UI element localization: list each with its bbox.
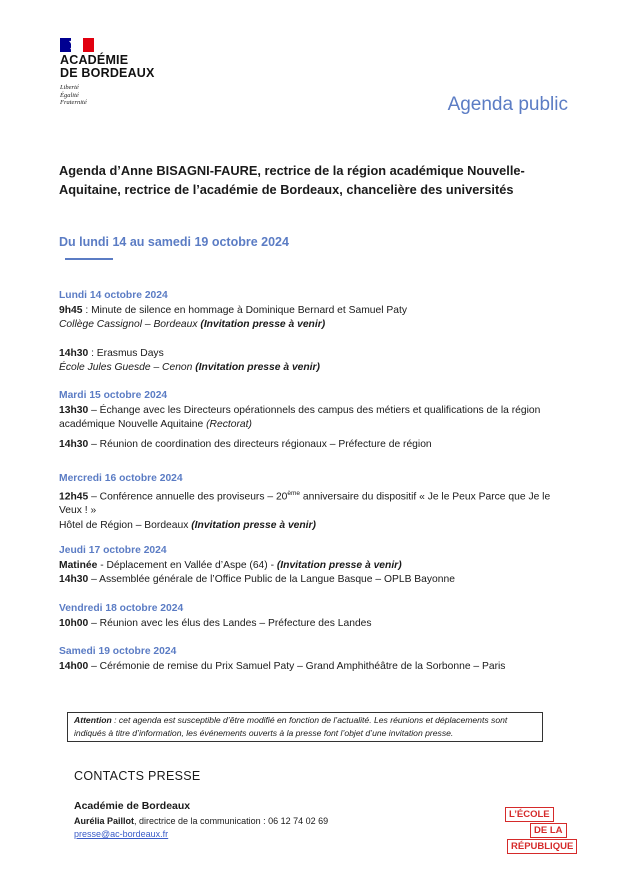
press-invitation: (Invitation presse à venir) bbox=[276, 559, 402, 571]
academie-logo bbox=[50, 30, 162, 118]
event-time: 10h00 bbox=[59, 617, 89, 629]
event-place-line bbox=[59, 318, 559, 333]
event-time: 9h45 bbox=[59, 304, 83, 316]
day-title: Mercredi 16 octobre 2024 bbox=[59, 473, 183, 484]
event-text: – Réunion de coordination des directeurs régionaux – Préfecture de région bbox=[88, 438, 432, 450]
attention-notice bbox=[67, 712, 543, 742]
event-text: – Réunion avec les élus des Landes – Préfecture des Landes bbox=[88, 617, 372, 629]
event-line bbox=[59, 304, 559, 319]
contact-role-phone: , directrice de la communication : 06 12 74 02 69 bbox=[134, 816, 329, 826]
ecole-republique-logo bbox=[505, 807, 591, 857]
logo-title: ACADÉMIE DE BORDEAUX bbox=[60, 53, 155, 80]
day-block-thursday bbox=[59, 544, 559, 588]
contact-name: Aurélia Paillot bbox=[74, 816, 135, 826]
day-block-friday bbox=[59, 602, 559, 631]
event-text: : Minute de silence en hommage à Dominique Bernard et Samuel Paty bbox=[82, 304, 408, 316]
event-line bbox=[59, 573, 559, 588]
event-place-line bbox=[59, 519, 559, 534]
ecole-logo-line: DE LA bbox=[530, 823, 567, 838]
event-line bbox=[59, 347, 559, 362]
day-block-monday bbox=[59, 289, 559, 376]
press-invitation: (Invitation presse à venir) bbox=[191, 519, 316, 531]
period-heading: Du lundi 14 au samedi 19 octobre 2024 bbox=[59, 235, 289, 249]
day-block-saturday bbox=[59, 645, 559, 674]
event-time: 13h30 bbox=[59, 404, 89, 416]
notice-text: : cet agenda est susceptible d’être modifié en fonction de l’actualité. Les réunions et déplacements sont indiqués à titre d’information, les événements ouverts à la presse font l’objet d’une invitation presse. bbox=[74, 715, 508, 738]
event-line bbox=[59, 438, 559, 453]
event-place: Hôtel de Région – Bordeaux bbox=[59, 519, 192, 531]
ecole-logo-line: RÉPUBLIQUE bbox=[507, 839, 577, 854]
event-time: 14h00 bbox=[59, 660, 89, 672]
event-time: 14h30 bbox=[59, 347, 89, 359]
day-title: Mardi 15 octobre 2024 bbox=[59, 390, 168, 401]
period-underline bbox=[65, 258, 113, 260]
day-title: Jeudi 17 octobre 2024 bbox=[59, 545, 167, 556]
notice-label: Attention bbox=[74, 715, 112, 725]
event-line bbox=[59, 660, 559, 675]
event-line bbox=[59, 559, 559, 574]
day-title: Lundi 14 octobre 2024 bbox=[59, 290, 168, 301]
event-place-line bbox=[59, 361, 559, 376]
day-title: Vendredi 18 octobre 2024 bbox=[59, 603, 184, 614]
agenda-intro: Agenda d’Anne BISAGNI-FAURE, rectrice de la région académique Nouvelle-Aquitaine, rectrice de l’académie de Bordeaux, chancelière des universités bbox=[59, 163, 525, 197]
event-time: Matinée bbox=[59, 559, 98, 571]
event-line bbox=[59, 617, 559, 632]
event-line bbox=[59, 487, 559, 519]
event-text: – Cérémonie de remise du Prix Samuel Paty – Grand Amphithéâtre de la Sorbonne – Paris bbox=[88, 660, 506, 672]
logo-motto: Liberté Égalité Fraternité bbox=[60, 84, 87, 106]
event-place: École Jules Guesde – Cenon bbox=[59, 362, 196, 373]
event-line bbox=[59, 404, 559, 433]
contact-person bbox=[74, 816, 328, 826]
ecole-logo-line: L’ÉCOLE bbox=[505, 807, 554, 822]
event-text: : Erasmus Days bbox=[88, 347, 164, 359]
contact-organization: Académie de Bordeaux bbox=[74, 800, 191, 812]
press-invitation: (Invitation presse à venir) bbox=[200, 319, 326, 330]
event-time: 14h30 bbox=[59, 574, 89, 585]
superscript: ème bbox=[287, 489, 301, 497]
page-title: Agenda public bbox=[447, 94, 568, 115]
contacts-heading: CONTACTS PRESSE bbox=[74, 769, 201, 783]
event-text: – Assemblée générale de l’Office Public de la Langue Basque – OPLB Bayonne bbox=[88, 574, 455, 585]
event-place: (Rectorat) bbox=[206, 419, 252, 430]
event-text: – Échange avec les Directeurs opérationnels des campus des métiers et qualifications de la région académique Nouvelle Aquitaine bbox=[59, 404, 541, 430]
marianne-flag-icon bbox=[60, 38, 94, 52]
event-place: Collège Cassignol – Bordeaux bbox=[59, 319, 201, 330]
day-title: Samedi 19 octobre 2024 bbox=[59, 646, 177, 657]
day-block-wednesday bbox=[59, 472, 559, 533]
event-text: anniversaire du dispositif « Je le Peux Parce que Je le Veux ! » bbox=[59, 490, 551, 517]
day-block-tuesday bbox=[59, 389, 559, 452]
event-time: 12h45 bbox=[59, 490, 89, 502]
press-invitation: (Invitation presse à venir) bbox=[195, 362, 320, 373]
event-text: – Conférence annuelle des proviseurs – 20 bbox=[88, 490, 288, 502]
event-time: 14h30 bbox=[59, 438, 89, 450]
contact-email-link[interactable]: presse@ac-bordeaux.fr bbox=[74, 829, 169, 839]
event-text: - Déplacement en Vallée d’Aspe (64) - bbox=[97, 559, 277, 571]
